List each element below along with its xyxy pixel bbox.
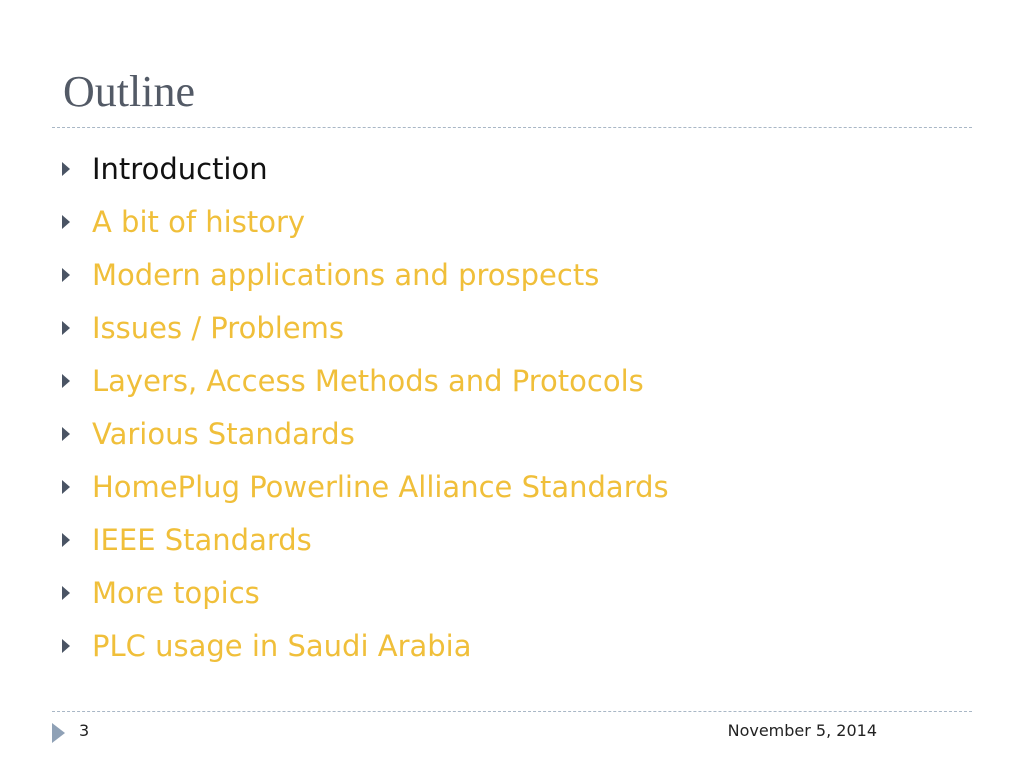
bullet-arrow-icon xyxy=(62,586,70,600)
bullet-arrow-icon xyxy=(62,215,70,229)
outline-item-various-standards xyxy=(62,407,669,460)
bullet-arrow-icon xyxy=(62,533,70,547)
outline-item-label: Various Standards xyxy=(92,416,355,451)
bullet-arrow-icon xyxy=(62,268,70,282)
title-divider xyxy=(52,127,972,128)
outline-item-layers xyxy=(62,354,669,407)
footer-date: November 5, 2014 xyxy=(727,721,877,740)
outline-item-label: PLC usage in Saudi Arabia xyxy=(92,628,472,663)
outline-item-label: Issues / Problems xyxy=(92,310,344,345)
outline-item-label: HomePlug Powerline Alliance Standards xyxy=(92,469,669,504)
footer-divider xyxy=(52,711,972,712)
outline-item-label: A bit of history xyxy=(92,204,306,239)
page-number: 3 xyxy=(79,721,90,740)
slide-title: Outline xyxy=(63,67,195,116)
outline-item-homeplug xyxy=(62,460,669,513)
outline-item-introduction xyxy=(62,142,669,195)
outline-item-ieee xyxy=(62,513,669,566)
bullet-arrow-icon xyxy=(62,321,70,335)
outline-item-label: Modern applications and prospects xyxy=(92,257,600,292)
outline-item-issues xyxy=(62,301,669,354)
outline-item-applications xyxy=(62,248,669,301)
bullet-arrow-icon xyxy=(62,427,70,441)
outline-item-label: Introduction xyxy=(92,151,268,186)
outline-item-label: IEEE Standards xyxy=(92,522,312,557)
outline-item-label: More topics xyxy=(92,575,260,610)
outline-item-label: Layers, Access Methods and Protocols xyxy=(92,363,644,398)
footer-triangle-icon xyxy=(52,723,65,743)
bullet-arrow-icon xyxy=(62,374,70,388)
outline-item-saudi-arabia xyxy=(62,619,669,672)
outline-item-history xyxy=(62,195,669,248)
bullet-arrow-icon xyxy=(62,480,70,494)
outline-list xyxy=(62,142,669,672)
bullet-arrow-icon xyxy=(62,162,70,176)
outline-item-more-topics xyxy=(62,566,669,619)
bullet-arrow-icon xyxy=(62,639,70,653)
